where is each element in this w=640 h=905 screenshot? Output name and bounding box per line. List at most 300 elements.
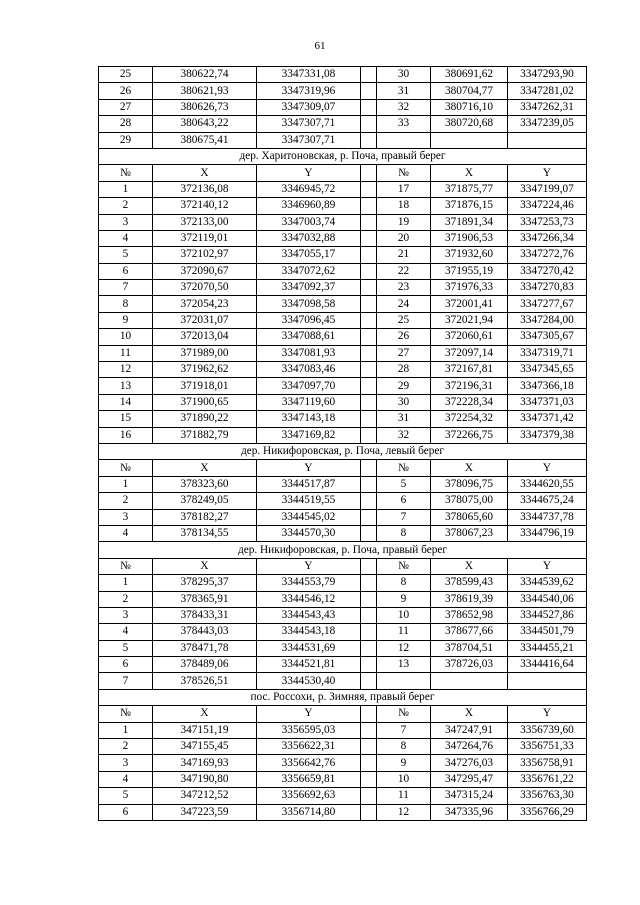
point-number: 30: [377, 394, 431, 410]
x-coordinate: 371882,79: [153, 427, 257, 443]
point-number: 12: [377, 640, 431, 656]
x-coordinate: 372097,14: [431, 345, 508, 361]
spacer-cell: [361, 575, 377, 591]
section-title: дер. Харитоновская, р. Поча, правый берег: [99, 148, 587, 164]
x-coordinate: 372102,97: [153, 247, 257, 263]
table-row: [99, 116, 587, 132]
column-header: X: [431, 460, 508, 476]
x-coordinate: 378295,37: [153, 575, 257, 591]
section-title-row: [99, 542, 587, 558]
x-coordinate: 371900,65: [153, 394, 257, 410]
column-header: X: [153, 165, 257, 181]
column-header: Y: [508, 558, 587, 574]
point-number: 32: [377, 427, 431, 443]
spacer-cell: [361, 525, 377, 541]
x-coordinate: 371875,77: [431, 181, 508, 197]
spacer-cell: [361, 247, 377, 263]
point-number: 2: [99, 739, 153, 755]
table-row: [99, 771, 587, 787]
point-number: 1: [99, 722, 153, 738]
spacer-cell: [361, 394, 377, 410]
x-coordinate: 372001,41: [431, 296, 508, 312]
column-header: Y: [257, 165, 361, 181]
spacer-cell: [361, 607, 377, 623]
table-row: [99, 280, 587, 296]
y-coordinate: 3347277,67: [508, 296, 587, 312]
table-row: [99, 493, 587, 509]
y-coordinate: 3347092,37: [257, 280, 361, 296]
x-coordinate: 372013,04: [153, 329, 257, 345]
y-coordinate: 3347262,31: [508, 99, 587, 115]
point-number: 7: [377, 722, 431, 738]
table-row: [99, 99, 587, 115]
column-header: Y: [257, 706, 361, 722]
spacer-cell: [361, 280, 377, 296]
x-coordinate: 372119,01: [153, 230, 257, 246]
y-coordinate: 3356758,91: [508, 755, 587, 771]
column-header: №: [99, 706, 153, 722]
y-coordinate: 3347331,08: [257, 67, 361, 83]
spacer-cell: [361, 230, 377, 246]
spacer-cell: [361, 427, 377, 443]
point-number: 14: [99, 394, 153, 410]
x-coordinate: 347151,19: [153, 722, 257, 738]
y-coordinate: 3347371,42: [508, 411, 587, 427]
point-number: 6: [99, 263, 153, 279]
column-header: №: [99, 460, 153, 476]
coordinates-table-body: [99, 67, 587, 821]
column-header: №: [377, 706, 431, 722]
point-number: 33: [377, 116, 431, 132]
point-number: 29: [99, 132, 153, 148]
point-number: 8: [99, 296, 153, 312]
table-header-row: [99, 558, 587, 574]
column-header: X: [431, 165, 508, 181]
y-coordinate: 3347379,38: [508, 427, 587, 443]
point-number: 5: [99, 247, 153, 263]
table-row: [99, 755, 587, 771]
column-header: X: [431, 706, 508, 722]
point-number: 3: [99, 509, 153, 525]
point-number: 25: [377, 312, 431, 328]
y-coordinate: 3347307,71: [257, 116, 361, 132]
column-header: №: [99, 558, 153, 574]
x-coordinate: 372031,07: [153, 312, 257, 328]
x-coordinate: [431, 132, 508, 148]
y-coordinate: 3347199,07: [508, 181, 587, 197]
y-coordinate: 3356595,03: [257, 722, 361, 738]
point-number: 4: [99, 525, 153, 541]
table-row: [99, 132, 587, 148]
point-number: 8: [377, 739, 431, 755]
y-coordinate: 3356622,31: [257, 739, 361, 755]
point-number: 19: [377, 214, 431, 230]
x-coordinate: 378075,00: [431, 493, 508, 509]
y-coordinate: 3356763,30: [508, 788, 587, 804]
point-number: 20: [377, 230, 431, 246]
point-number: 9: [377, 591, 431, 607]
y-coordinate: 3344546,12: [257, 591, 361, 607]
table-row: [99, 788, 587, 804]
x-coordinate: 371932,60: [431, 247, 508, 263]
table-header-row: [99, 706, 587, 722]
x-coordinate: 372140,12: [153, 198, 257, 214]
point-number: 28: [99, 116, 153, 132]
spacer-cell: [361, 476, 377, 492]
table-row: [99, 214, 587, 230]
spacer-cell: [361, 771, 377, 787]
point-number: 4: [99, 771, 153, 787]
x-coordinate: 372021,94: [431, 312, 508, 328]
point-number: 7: [99, 280, 153, 296]
table-header-row: [99, 165, 587, 181]
point-number: 7: [377, 509, 431, 525]
spacer-cell: [361, 132, 377, 148]
y-coordinate: 3347088,61: [257, 329, 361, 345]
x-coordinate: 380621,93: [153, 83, 257, 99]
point-number: 27: [377, 345, 431, 361]
point-number: [377, 673, 431, 689]
x-coordinate: 372054,23: [153, 296, 257, 312]
point-number: 10: [377, 771, 431, 787]
x-coordinate: 372228,34: [431, 394, 508, 410]
x-coordinate: 378489,06: [153, 657, 257, 673]
y-coordinate: 3347253,73: [508, 214, 587, 230]
spacer-cell: [361, 804, 377, 820]
x-coordinate: 371906,53: [431, 230, 508, 246]
point-number: 8: [377, 525, 431, 541]
spacer-cell: [361, 99, 377, 115]
column-header: Y: [508, 165, 587, 181]
x-coordinate: 380643,22: [153, 116, 257, 132]
x-coordinate: 378134,55: [153, 525, 257, 541]
column-header: Y: [508, 460, 587, 476]
column-header: X: [153, 460, 257, 476]
x-coordinate: 378471,78: [153, 640, 257, 656]
column-header: Y: [257, 460, 361, 476]
y-coordinate: 3347366,18: [508, 378, 587, 394]
x-coordinate: 371876,15: [431, 198, 508, 214]
y-coordinate: 3344620,55: [508, 476, 587, 492]
table-row: [99, 804, 587, 820]
x-coordinate: 371955,19: [431, 263, 508, 279]
point-number: 17: [377, 181, 431, 197]
x-coordinate: 347264,76: [431, 739, 508, 755]
y-coordinate: 3347003,74: [257, 214, 361, 230]
spacer-cell: [361, 739, 377, 755]
point-number: 25: [99, 67, 153, 83]
point-number: 13: [99, 378, 153, 394]
table-row: [99, 427, 587, 443]
point-number: 5: [377, 476, 431, 492]
point-number: 32: [377, 99, 431, 115]
x-coordinate: 372070,50: [153, 280, 257, 296]
y-coordinate: 3347083,46: [257, 362, 361, 378]
point-number: 22: [377, 263, 431, 279]
spacer-cell: [361, 378, 377, 394]
column-header: X: [431, 558, 508, 574]
point-number: 6: [99, 657, 153, 673]
x-coordinate: 378443,03: [153, 624, 257, 640]
point-number: 7: [99, 673, 153, 689]
point-number: 3: [99, 755, 153, 771]
x-coordinate: 347169,93: [153, 755, 257, 771]
y-coordinate: 3344570,30: [257, 525, 361, 541]
y-coordinate: 3347305,67: [508, 329, 587, 345]
page-number: 61: [314, 40, 326, 52]
y-coordinate: 3347224,46: [508, 198, 587, 214]
point-number: 30: [377, 67, 431, 83]
x-coordinate: 371976,33: [431, 280, 508, 296]
column-header: №: [377, 165, 431, 181]
y-coordinate: 3344737,78: [508, 509, 587, 525]
spacer-cell: [361, 263, 377, 279]
table-row: [99, 263, 587, 279]
point-number: 1: [99, 575, 153, 591]
x-coordinate: 347276,03: [431, 755, 508, 771]
point-number: 11: [99, 345, 153, 361]
y-coordinate: 3356642,76: [257, 755, 361, 771]
y-coordinate: [508, 132, 587, 148]
point-number: 6: [99, 804, 153, 820]
x-coordinate: 347212,52: [153, 788, 257, 804]
y-coordinate: 3347272,76: [508, 247, 587, 263]
point-number: 31: [377, 83, 431, 99]
x-coordinate: 372060,61: [431, 329, 508, 345]
table-row: [99, 198, 587, 214]
spacer-cell: [361, 788, 377, 804]
y-coordinate: 3347081,93: [257, 345, 361, 361]
point-number: 23: [377, 280, 431, 296]
y-coordinate: 3344517,87: [257, 476, 361, 492]
spacer-cell: [361, 165, 377, 181]
y-coordinate: 3356751,33: [508, 739, 587, 755]
point-number: 26: [377, 329, 431, 345]
point-number: 6: [377, 493, 431, 509]
x-coordinate: 371962,62: [153, 362, 257, 378]
column-header: №: [377, 460, 431, 476]
x-coordinate: 380716,10: [431, 99, 508, 115]
table-row: [99, 394, 587, 410]
y-coordinate: 3347281,02: [508, 83, 587, 99]
point-number: 2: [99, 591, 153, 607]
x-coordinate: 378433,31: [153, 607, 257, 623]
point-number: 12: [99, 362, 153, 378]
x-coordinate: 372196,31: [431, 378, 508, 394]
point-number: 4: [99, 230, 153, 246]
x-coordinate: 347223,59: [153, 804, 257, 820]
point-number: 9: [377, 755, 431, 771]
y-coordinate: 3356766,29: [508, 804, 587, 820]
section-title-row: [99, 689, 587, 705]
point-number: 11: [377, 624, 431, 640]
section-title: пос. Россохи, р. Зимняя, правый берег: [99, 689, 587, 705]
y-coordinate: 3347169,82: [257, 427, 361, 443]
y-coordinate: 3347097,70: [257, 378, 361, 394]
point-number: 15: [99, 411, 153, 427]
y-coordinate: 3344521,81: [257, 657, 361, 673]
y-coordinate: 3347309,07: [257, 99, 361, 115]
y-coordinate: 3347239,05: [508, 116, 587, 132]
y-coordinate: 3344553,79: [257, 575, 361, 591]
x-coordinate: 347190,80: [153, 771, 257, 787]
point-number: 31: [377, 411, 431, 427]
y-coordinate: 3347270,83: [508, 280, 587, 296]
x-coordinate: 380691,62: [431, 67, 508, 83]
x-coordinate: 378182,27: [153, 509, 257, 525]
x-coordinate: 372090,67: [153, 263, 257, 279]
spacer-cell: [361, 198, 377, 214]
y-coordinate: 3356761,22: [508, 771, 587, 787]
point-number: 4: [99, 624, 153, 640]
y-coordinate: 3344543,18: [257, 624, 361, 640]
point-number: 24: [377, 296, 431, 312]
y-coordinate: 3347032,88: [257, 230, 361, 246]
y-coordinate: 3347371,03: [508, 394, 587, 410]
table-row: [99, 722, 587, 738]
spacer-cell: [361, 345, 377, 361]
table-header-row: [99, 460, 587, 476]
x-coordinate: 371989,00: [153, 345, 257, 361]
x-coordinate: 347247,91: [431, 722, 508, 738]
spacer-cell: [361, 706, 377, 722]
spacer-cell: [361, 722, 377, 738]
point-number: 28: [377, 362, 431, 378]
x-coordinate: 378704,51: [431, 640, 508, 656]
point-number: 2: [99, 198, 153, 214]
x-coordinate: 372133,00: [153, 214, 257, 230]
table-row: [99, 624, 587, 640]
table-row: [99, 640, 587, 656]
point-number: 3: [99, 607, 153, 623]
y-coordinate: 3344545,02: [257, 509, 361, 525]
y-coordinate: 3356659,81: [257, 771, 361, 787]
table-row: [99, 525, 587, 541]
x-coordinate: 371891,34: [431, 214, 508, 230]
x-coordinate: 378365,91: [153, 591, 257, 607]
y-coordinate: 3347072,62: [257, 263, 361, 279]
x-coordinate: 371918,01: [153, 378, 257, 394]
x-coordinate: 380720,68: [431, 116, 508, 132]
y-coordinate: 3347293,90: [508, 67, 587, 83]
spacer-cell: [361, 460, 377, 476]
y-coordinate: 3344543,43: [257, 607, 361, 623]
table-row: [99, 312, 587, 328]
point-number: 12: [377, 804, 431, 820]
point-number: 26: [99, 83, 153, 99]
y-coordinate: 3344531,69: [257, 640, 361, 656]
x-coordinate: 347315,24: [431, 788, 508, 804]
table-row: [99, 575, 587, 591]
x-coordinate: 372136,08: [153, 181, 257, 197]
x-coordinate: [431, 673, 508, 689]
x-coordinate: 378323,60: [153, 476, 257, 492]
y-coordinate: 3344675,24: [508, 493, 587, 509]
spacer-cell: [361, 181, 377, 197]
column-header: №: [99, 165, 153, 181]
x-coordinate: 378067,23: [431, 525, 508, 541]
spacer-cell: [361, 493, 377, 509]
point-number: 9: [99, 312, 153, 328]
point-number: 29: [377, 378, 431, 394]
y-coordinate: 3344527,86: [508, 607, 587, 623]
coordinates-table: [98, 66, 587, 821]
x-coordinate: 378619,39: [431, 591, 508, 607]
y-coordinate: 3344530,40: [257, 673, 361, 689]
y-coordinate: 3346960,89: [257, 198, 361, 214]
table-row: [99, 607, 587, 623]
spacer-cell: [361, 362, 377, 378]
x-coordinate: 378726,03: [431, 657, 508, 673]
table-row: [99, 411, 587, 427]
point-number: 2: [99, 493, 153, 509]
table-row: [99, 296, 587, 312]
y-coordinate: 3347307,71: [257, 132, 361, 148]
y-coordinate: 3346945,72: [257, 181, 361, 197]
x-coordinate: 378065,60: [431, 509, 508, 525]
table-row: [99, 345, 587, 361]
point-number: 8: [377, 575, 431, 591]
spacer-cell: [361, 116, 377, 132]
spacer-cell: [361, 673, 377, 689]
table-row: [99, 739, 587, 755]
spacer-cell: [361, 312, 377, 328]
x-coordinate: 380704,77: [431, 83, 508, 99]
x-coordinate: 380622,74: [153, 67, 257, 83]
point-number: 16: [99, 427, 153, 443]
point-number: 13: [377, 657, 431, 673]
spacer-cell: [361, 329, 377, 345]
spacer-cell: [361, 591, 377, 607]
y-coordinate: 3347119,60: [257, 394, 361, 410]
x-coordinate: 347155,45: [153, 739, 257, 755]
point-number: 1: [99, 181, 153, 197]
table-row: [99, 657, 587, 673]
x-coordinate: 378249,05: [153, 493, 257, 509]
y-coordinate: 3347096,45: [257, 312, 361, 328]
y-coordinate: 3356714,80: [257, 804, 361, 820]
spacer-cell: [361, 411, 377, 427]
spacer-cell: [361, 640, 377, 656]
spacer-cell: [361, 67, 377, 83]
table-row: [99, 247, 587, 263]
y-coordinate: 3347055,17: [257, 247, 361, 263]
y-coordinate: 3356739,60: [508, 722, 587, 738]
x-coordinate: 372167,81: [431, 362, 508, 378]
section-title-row: [99, 443, 587, 459]
spacer-cell: [361, 624, 377, 640]
y-coordinate: 3356692,63: [257, 788, 361, 804]
section-title-row: [99, 148, 587, 164]
y-coordinate: [508, 673, 587, 689]
table-row: [99, 329, 587, 345]
y-coordinate: 3344455,21: [508, 640, 587, 656]
point-number: 10: [99, 329, 153, 345]
y-coordinate: 3347098,58: [257, 296, 361, 312]
section-title: дер. Никифоровская, р. Поча, левый берег: [99, 443, 587, 459]
point-number: 11: [377, 788, 431, 804]
x-coordinate: 347335,96: [431, 804, 508, 820]
table-row: [99, 591, 587, 607]
x-coordinate: 378096,75: [431, 476, 508, 492]
y-coordinate: 3347319,71: [508, 345, 587, 361]
table-row: [99, 476, 587, 492]
table-row: [99, 230, 587, 246]
spacer-cell: [361, 657, 377, 673]
point-number: 27: [99, 99, 153, 115]
spacer-cell: [361, 214, 377, 230]
column-header: Y: [508, 706, 587, 722]
